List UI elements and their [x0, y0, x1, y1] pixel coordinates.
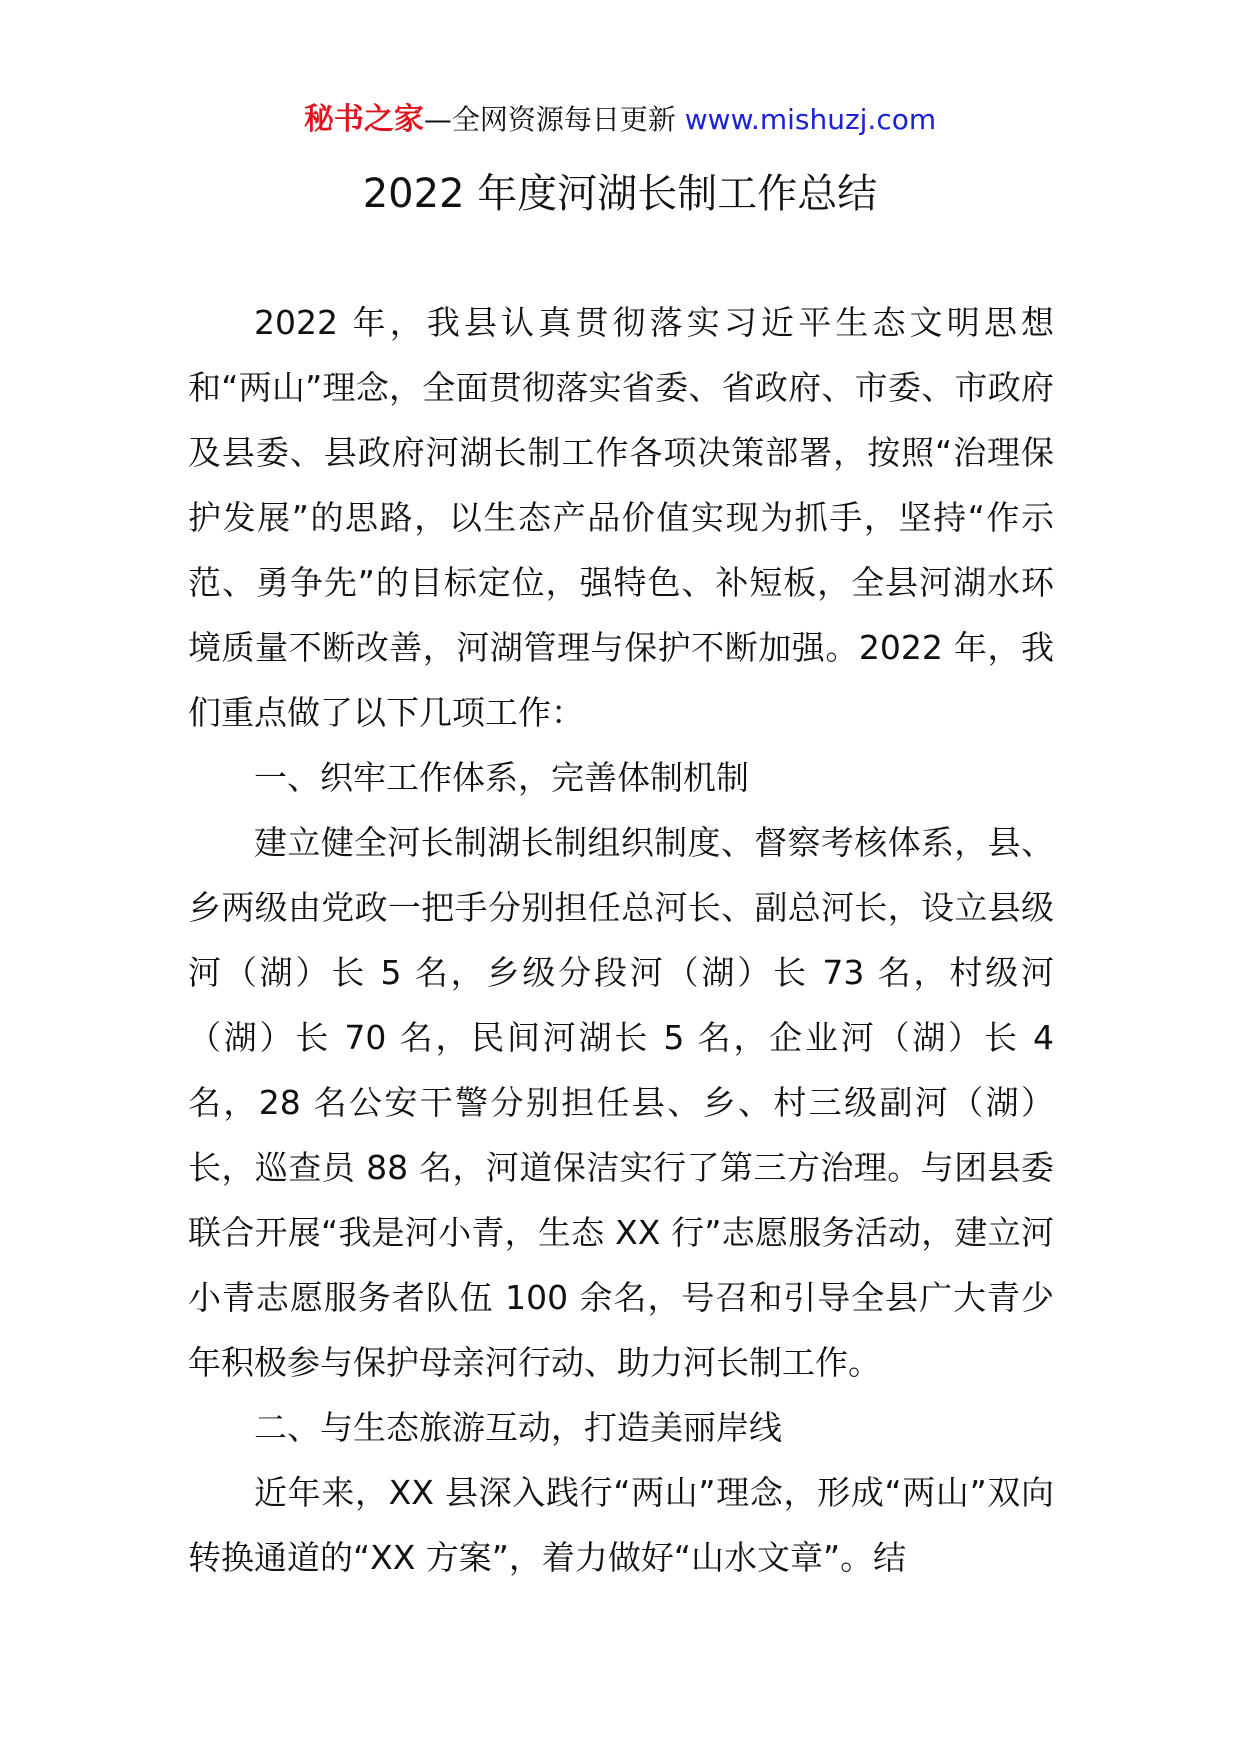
- site-url: www.mishuzj.com: [684, 103, 937, 136]
- section-heading-2: 二、与生态旅游互动，打造美丽岸线: [254, 1408, 782, 1447]
- intro-paragraph: 2022 年，我县认真贯彻落实习近平生态文明思想和“两山”理念，全面贯彻落实省委、省政府、市委、市政府及县委、县政府河湖长制工作各项决策部署，按照“治理保护发展”的思路，以生态产品价值实现为抓手，坚持“作示范、勇争先”的目标定位，强特色、补短板，全县河湖水环境质量不断改善，河湖管理与保护不断加强。2022 年，我们重点做了以下几项工作：: [188, 303, 1054, 732]
- brand-name: 秘书之家: [303, 102, 424, 137]
- document-title: 2022 年度河湖长制工作总结: [362, 171, 878, 217]
- document-body: [188, 290, 1054, 1590]
- section-heading-1: 一、织牢工作体系，完善体制机制: [254, 758, 749, 797]
- section-paragraph-2: 近年来，XX 县深入践行“两山”理念，形成“两山”双向转换通道的“XX 方案”，着力做好“山水文章”。结: [188, 1473, 1054, 1577]
- site-banner: [0, 100, 1240, 140]
- banner-slogan: —全网资源每日更新: [423, 103, 685, 136]
- section-paragraph-1: 建立健全河长制湖长制组织制度、督察考核体系，县、乡两级由党政一把手分别担任总河长、副总河长，设立县级河（湖）长 5 名，乡级分段河（湖）长 73 名，村级河（湖）长 70 名，民间河湖长 5 名，企业河（湖）长 4 名，28 名公安干警分别担任县、乡、村三级副河（湖）长，巡查员 88 名，河道保洁实行了第三方治理。与团县委联合开展“我是河小青，生态 XX 行”志愿服务活动，建立河小青志愿服务者队伍 100 余名，号召和引导全县广大青少年积极参与保护母亲河行动、助力河长制工作。: [188, 823, 1054, 1382]
